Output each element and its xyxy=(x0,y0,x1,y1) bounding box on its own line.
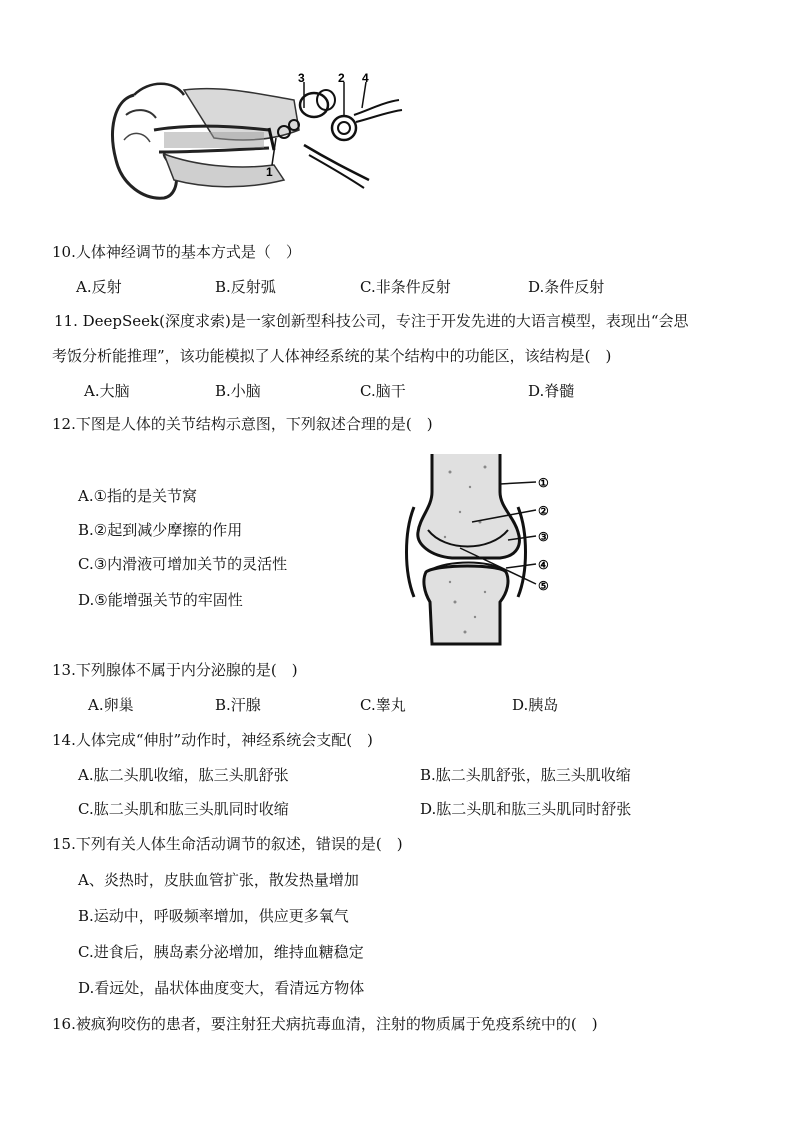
q13-option-d: D.胰岛 xyxy=(512,696,559,714)
ear-label-3: 3 xyxy=(298,71,305,85)
q11-option-b: B.小脑 xyxy=(215,382,261,400)
joint-label-2: ② xyxy=(538,504,549,518)
q15-option-b: B.运动中，呼吸频率增加，供应更多氧气 xyxy=(78,907,349,925)
q11-stem-line2: 考饭分析能推理”，该功能模拟了人体神经系统的某个结构中的功能区，该结构是( ) xyxy=(52,347,612,365)
q10-option-c: C.非条件反射 xyxy=(360,278,451,296)
joint-label-5: ⑤ xyxy=(538,579,549,593)
q11-stem-line1: 11. DeepSeek(深度求索)是一家创新型科技公司，专注于开发先进的大语言模型，表现出“会思 xyxy=(54,312,689,330)
q15-stem: 15.下列有关人体生命活动调节的叙述，错误的是( ) xyxy=(52,835,403,853)
q12-option-c: C.③内滑液可增加关节的灵活性 xyxy=(78,555,288,573)
q11-option-a: A.大脑 xyxy=(84,382,130,400)
q15-option-d: D.看远处，晶状体曲度变大，看清远方物体 xyxy=(78,979,365,997)
ear-label-1: 1 xyxy=(266,165,273,179)
q13-option-c: C.睾丸 xyxy=(360,696,406,714)
q10-option-d: D.条件反射 xyxy=(528,278,605,296)
q13-stem: 13.下列腺体不属于内分泌腺的是( ) xyxy=(52,661,298,679)
q12-option-b: B.②起到减少摩擦的作用 xyxy=(78,521,243,539)
q14-option-a: A.肱二头肌收缩，肱三头肌舒张 xyxy=(78,766,289,784)
q14-option-c: C.肱二头肌和肱三头肌同时收缩 xyxy=(78,800,289,818)
ear-label-4: 4 xyxy=(362,71,369,85)
ear-diagram xyxy=(104,70,404,210)
q13-option-b: B.汗腺 xyxy=(215,696,261,714)
q16-stem: 16.被疯狗咬伤的患者，要注射狂犬病抗毒血清，注射的物质属于免疫系统中的( ) xyxy=(52,1015,598,1033)
q14-stem: 14.人体完成“伸肘”动作时，神经系统会支配( ) xyxy=(52,731,373,749)
joint-label-3: ③ xyxy=(538,530,549,544)
ear-label-2: 2 xyxy=(338,71,345,85)
q15-option-c: C.进食后，胰岛素分泌增加，维持血糖稳定 xyxy=(78,943,364,961)
joint-diagram xyxy=(400,452,565,647)
q10-option-b: B.反射弧 xyxy=(215,278,276,296)
q12-stem: 12.下图是人体的关节结构示意图，下列叙述合理的是( ) xyxy=(52,415,433,433)
q14-option-b: B.肱二头肌舒张，肱三头肌收缩 xyxy=(420,766,631,784)
joint-label-4: ④ xyxy=(538,558,549,572)
q11-option-d: D.脊髓 xyxy=(528,382,575,400)
q13-option-a: A.卵巢 xyxy=(88,696,134,714)
q10-option-a: A.反射 xyxy=(76,278,122,296)
joint-label-1: ① xyxy=(538,476,549,490)
q15-option-a: A、炎热时，皮肤血管扩张，散发热量增加 xyxy=(78,871,359,889)
q12-option-a: A.①指的是关节窝 xyxy=(78,487,198,505)
q11-option-c: C.脑干 xyxy=(360,382,406,400)
q12-option-d: D.⑤能增强关节的牢固性 xyxy=(78,591,243,609)
q10-stem: 10.人体神经调节的基本方式是（ ） xyxy=(52,243,301,261)
q14-option-d: D.肱二头肌和肱三头肌同时舒张 xyxy=(420,800,632,818)
